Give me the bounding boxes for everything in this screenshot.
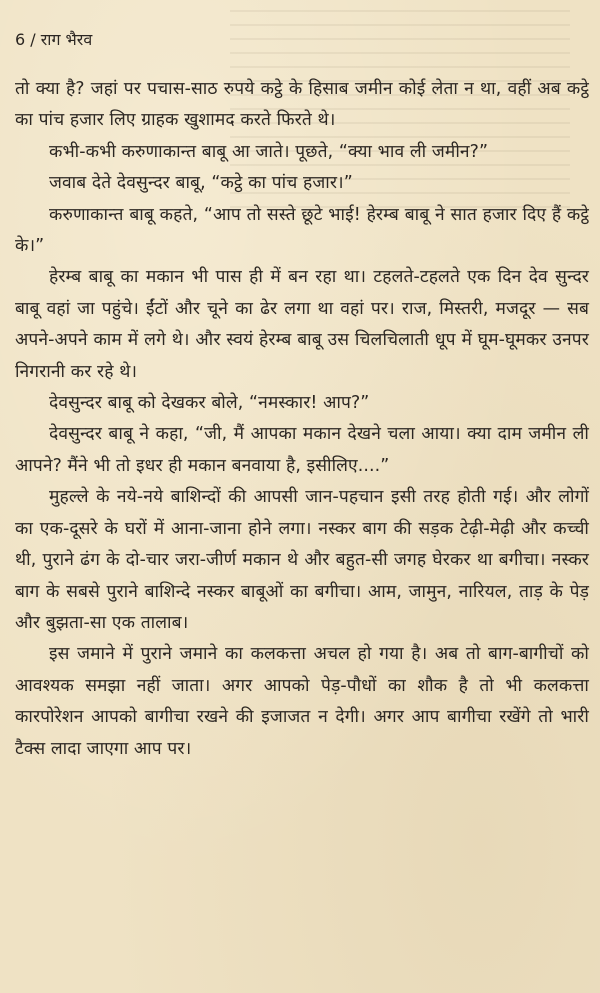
paragraph: देवसुन्दर बाबू ने कहा, “जी, मैं आपका मकान देखने चला आया। क्या दाम जमीन ली आपने? मैंने भी तो इधर ही मकान बनवाया है, इसीलिए....” bbox=[15, 424, 589, 476]
book-title: राग भैरव bbox=[40, 30, 93, 49]
running-header bbox=[15, 30, 92, 50]
paragraph: करुणाकान्त बाबू कहते, “आप तो सस्ते छूटे भाई! हेरम्ब बाबू ने सात हजार दिए हैं कट्ठे के।” bbox=[15, 204, 589, 257]
paragraph: जवाब देते देवसुन्दर बाबू, “कट्ठे का पांच हजार।” bbox=[49, 173, 353, 194]
page-body-text bbox=[15, 74, 589, 765]
paragraph-continuation: तो क्या है? जहां पर पचास-साठ रुपये कट्ठे के हिसाब जमीन कोई लेता न था, वहीं अब कट्ठे का पांच हजार लिए ग्राहक खुशामद करते फिरते थे। bbox=[15, 79, 589, 131]
paragraph: हेरम्ब बाबू का मकान भी पास ही में बन रहा था। टहलते-टहलते एक दिन देव सुन्दर बाबू वहां जा पहुंचे। ईंटों और चूने का ढेर लगा था वहां पर। राज, मिस्तरी, मजदूर — सब अपने-अपने काम में लगे थे। और स्वयं हेरम्ब बाबू उस चिलचिलाती धूप में घूम-घूमकर उनपर निगरानी कर रहे थे। bbox=[15, 267, 589, 382]
header-separator: / bbox=[30, 30, 36, 49]
paragraph: मुहल्ले के नये-नये बाशिन्दों की आपसी जान-पहचान इसी तरह होती गई। और लोगों का एक-दूसरे के घरों में आना-जाना होने लगा। नस्कर बाग की सड़क टेढ़ी-मेढ़ी और कच्ची थी, पुराने ढंग के दो-चार जरा-जीर्ण मकान थे और बहुत-सी जगह घेरकर था बगीचा। नस्कर बाग के सबसे पुराने बाशिन्दे नस्कर बाबूओं का बगीचा। आम, जामुन, नारियल, ताड़ के पेड़ और बुझता-सा एक तालाब। bbox=[15, 487, 589, 633]
paragraph: देवसुन्दर बाबू को देखकर बोले, “नमस्कार! आप?” bbox=[49, 393, 370, 414]
paragraph: इस जमाने में पुराने जमाने का कलकत्ता अचल हो गया है। अब तो बाग-बागीचों को आवश्यक समझा नहीं जाता। अगर आपको पेड़-पौधों का शौक है तो भी कलकत्ता कारपोरेशन आपको बागीचा रखने की इजाजत न देगी। अगर आप बागीचा रखेंगे तो भारी टैक्स लादा जाएगा आप पर। bbox=[15, 644, 589, 759]
paragraph: कभी-कभी करुणाकान्त बाबू आ जाते। पूछते, “क्या भाव ली जमीन?” bbox=[49, 141, 489, 162]
page-number: 6 bbox=[15, 30, 26, 49]
